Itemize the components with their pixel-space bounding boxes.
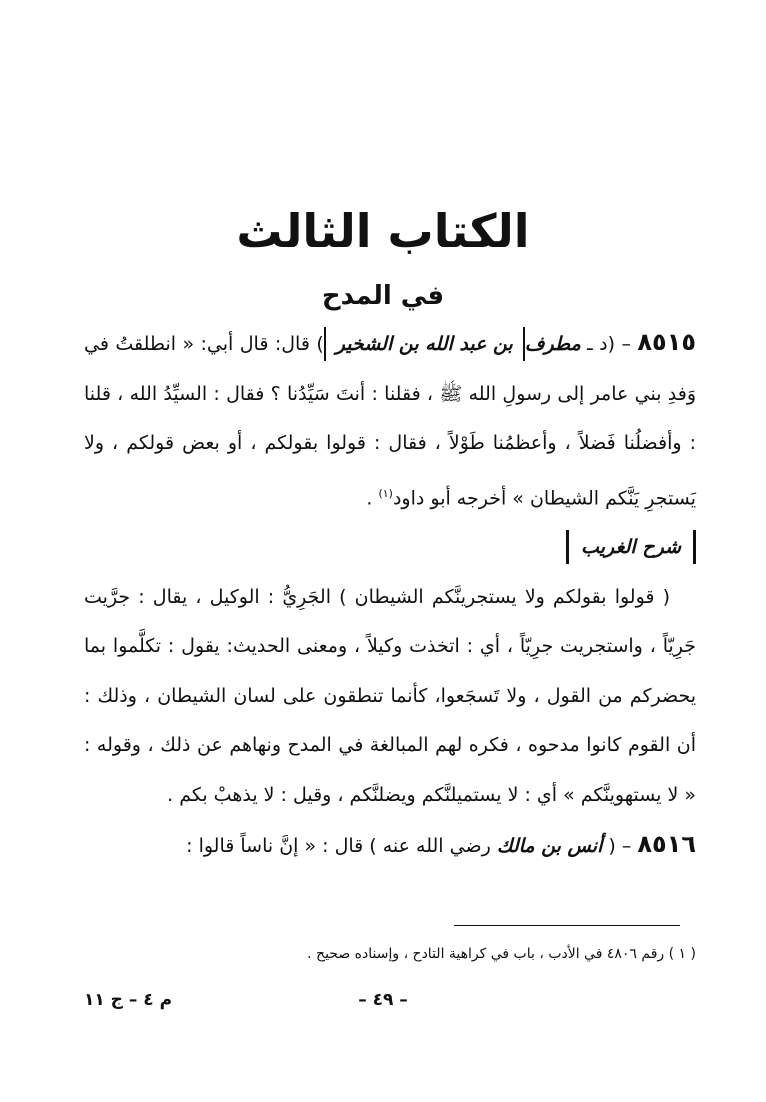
- page-number: – ٤٩ –: [358, 990, 408, 1010]
- hadith-number: ٨٥١٦: [637, 830, 696, 859]
- hadith-dash: –: [615, 333, 638, 355]
- chapter-subtitle: في المدح: [321, 281, 445, 311]
- gharib-heading: شرح الغريب: [566, 530, 696, 564]
- source-code: (د ـ: [580, 333, 616, 355]
- hadith-text: ) قال: قال أبي: « انطلقتُ في وَفدِ بني عامر إلى رسولِ الله ﷺ ، فقلنا : أنتَ سَيِّدُنا ؟ فقال : السيِّدُ الله ، قلنا : وأفضلُنا فَضلاً ، وأعظمُنا طَوْلاً ، فقال : قولوا بقولكم ، أو بعض قولكم ، ولا يَستجرِ يَنَّكم الشيطان » أخرجه أبو داود: [84, 333, 696, 509]
- gharib-heading-row: [84, 523, 696, 573]
- narrator-lineage: بن عبد الله بن الشخير: [335, 333, 513, 355]
- body-text: [84, 318, 696, 872]
- chapter-title: الكتاب الثالث: [236, 204, 530, 258]
- volume-mark: م ٤ – ج ١١: [84, 990, 173, 1010]
- hadith-number: ٨٥١٥: [637, 328, 696, 356]
- paren-open: (: [602, 835, 616, 858]
- narrator-bracket: [324, 327, 525, 361]
- hadith-dash: –: [615, 835, 638, 858]
- hadith-end: .: [366, 486, 379, 509]
- hadith-8515: [84, 318, 696, 523]
- commentary-text: ( قولوا بقولكم ولا يستجرينَّكم الشيطان ) الجَرِيُّ : الوكيل ، يقال : جرَّيت جَرِيّاً ، واستجريت جرِيّاً ، أي : اتخذت وكيلاً ، ومعنى الحديث: يقول : تكلَّموا بما يحضركم من القول ، ولا تَسجَعوا، كأنما تنطقون على لسان الشيطان ، وذلك : أن القوم كانوا مدحوه ، فكره لهم المبالغة في المدح ونهاهم عن ذلك ، وقوله : « لا يستهوينَّكم » أي : لا يستميلنَّكم ويضلنَّكم ، وقيل : لا يذهبْ بكم .: [84, 585, 696, 806]
- narrator-name: مطرف: [524, 333, 581, 355]
- narrator-name: أنس بن مالك: [496, 835, 603, 858]
- footnote-ref: (١): [378, 486, 393, 500]
- hadith-8516: [84, 820, 696, 872]
- commentary: [84, 573, 696, 821]
- footnote: ( ١ ) رقم ٤٨٠٦ في الأدب ، باب في كراهية التادح ، وإسناده صحيح .: [307, 946, 696, 962]
- hadith-text: رضي الله عنه ) قال : « إنَّ ناساً قالوا :: [186, 835, 497, 858]
- footnote-divider: [454, 925, 680, 926]
